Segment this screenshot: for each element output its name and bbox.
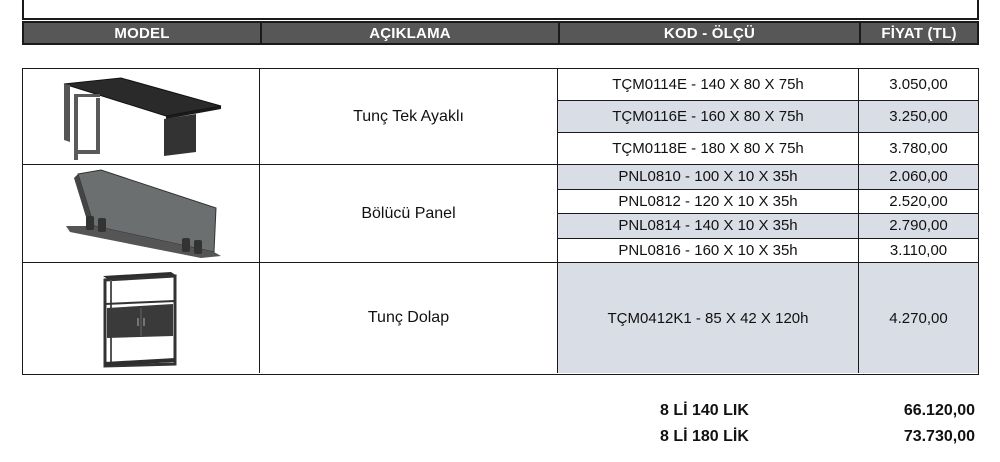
table-row: [558, 133, 978, 164]
product-image: [23, 263, 260, 373]
product-group-panel: [23, 165, 978, 263]
table-row: [558, 239, 978, 263]
table-row: [558, 165, 978, 190]
total-row: [0, 426, 1000, 448]
product-image: [23, 165, 260, 262]
product-name: Tunç Dolap: [260, 263, 558, 373]
header-aciklama: AÇIKLAMA: [262, 23, 560, 43]
product-code: PNL0810 - 100 X 10 X 35h: [558, 165, 859, 189]
total-label: 8 Lİ 180 LİK: [660, 428, 749, 445]
product-name: Tunç Tek Ayaklı: [260, 69, 558, 164]
divider-panel-icon: [46, 168, 236, 260]
total-row: [0, 400, 1000, 422]
table-row: [558, 214, 978, 239]
table-row: [558, 190, 978, 215]
table-row: [558, 69, 978, 101]
product-code: PNL0814 - 140 X 10 X 35h: [558, 214, 859, 238]
cabinet-icon: [91, 268, 191, 368]
header-kod: KOD - ÖLÇÜ: [560, 23, 861, 43]
table-header: [22, 21, 979, 45]
product-group-desk: [23, 69, 978, 165]
product-code: PNL0812 - 120 X 10 X 35h: [558, 190, 859, 214]
top-frame: [22, 0, 979, 20]
product-code: PNL0816 - 160 X 10 X 35h: [558, 239, 859, 263]
total-value: 73.730,00: [903, 428, 975, 445]
product-price: 3.250,00: [889, 108, 948, 125]
product-price: 3.050,00: [889, 76, 948, 93]
total-value: 66.120,00: [903, 402, 975, 419]
product-code: TÇM0116E - 160 X 80 X 75h: [558, 101, 859, 132]
product-price: 3.110,00: [889, 241, 948, 259]
product-rows: [558, 165, 978, 262]
product-price: 3.780,00: [889, 140, 948, 157]
product-price: 4.270,00: [889, 309, 948, 327]
product-price: 2.060,00: [889, 168, 948, 186]
product-rows: [558, 69, 978, 164]
header-fiyat: FİYAT (TL): [881, 24, 957, 42]
product-code: TÇM0114E - 140 X 80 X 75h: [558, 69, 859, 100]
desk-icon: [46, 72, 236, 162]
product-image: [23, 69, 260, 164]
price-table: [22, 68, 979, 375]
product-price: 2.520,00: [889, 192, 948, 210]
product-name: Bölücü Panel: [260, 165, 558, 262]
product-code: TÇM0118E - 180 X 80 X 75h: [558, 133, 859, 164]
product-code: TÇM0412K1 - 85 X 42 X 120h: [558, 263, 859, 373]
product-price: 2.790,00: [889, 217, 948, 235]
total-label: 8 Lİ 140 LIK: [660, 402, 749, 419]
header-model: MODEL: [24, 23, 262, 43]
product-rows: [558, 263, 978, 373]
table-row: [558, 263, 978, 373]
table-row: [558, 101, 978, 133]
product-group-cabinet: [23, 263, 978, 373]
